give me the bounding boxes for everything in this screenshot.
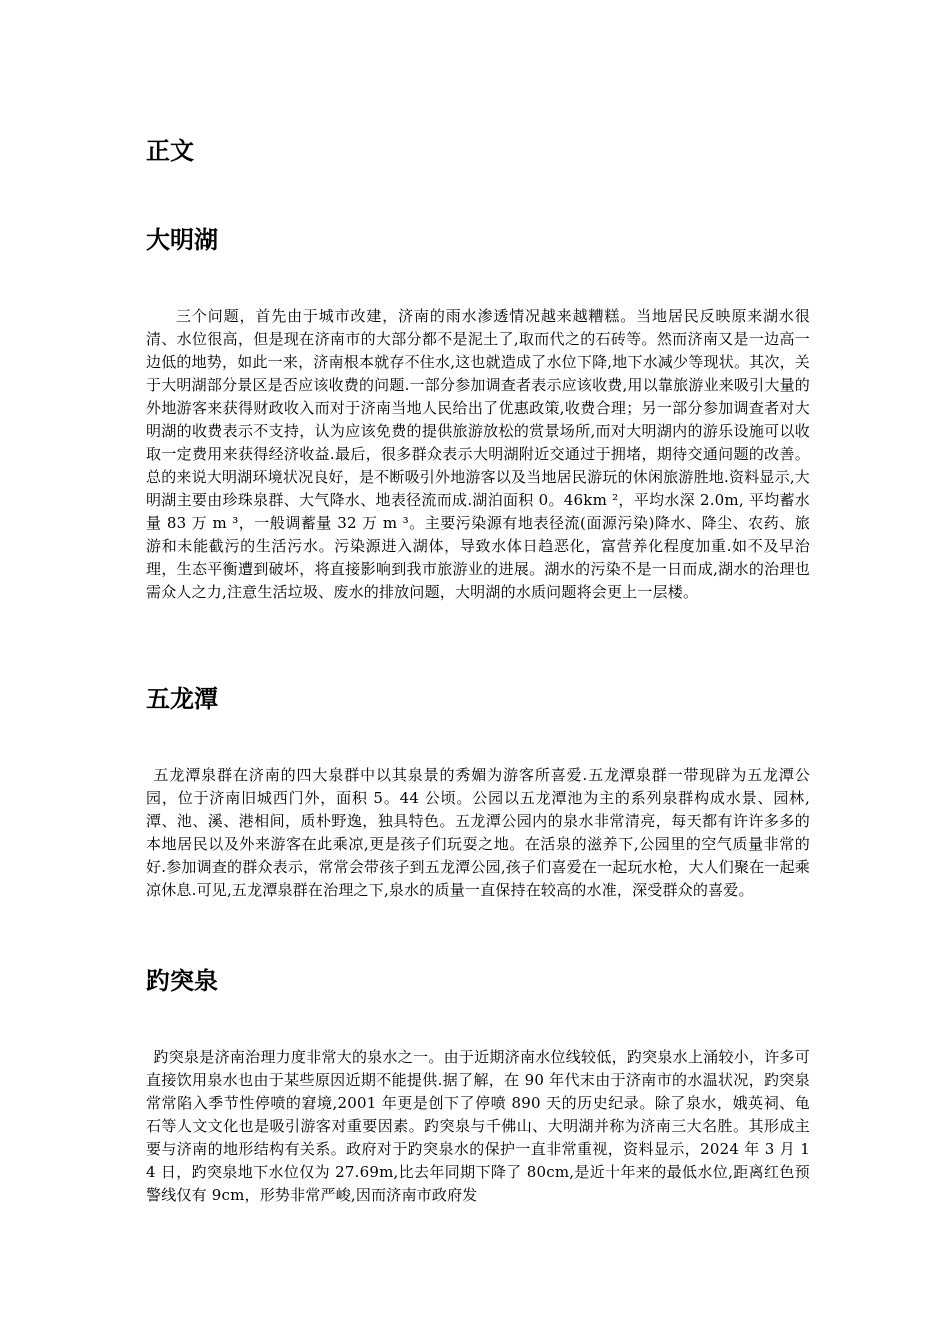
heading-wulongtan: 五龙潭 bbox=[146, 685, 218, 713]
section-title: 正文 bbox=[146, 137, 194, 165]
paragraph-baotuquan: 趵突泉是济南治理力度非常大的泉水之一。由于近期济南水位线较低，趵突泉水上涌较小，许多可直接饮用泉水也由于某些原因近期不能提供.据了解，在 90 年代末由于济南市的水温状况，趵突泉常常陷入季节性停喷的窘境,2001 年更是创下了停喷 890 天的历史纪录。除了泉水，娥英祠、龟石等人文文化也是吸引游客对重要因素。趵突泉与千佛山、大明湖并称为济南三大名胜。其形成主要与济南的地形结构有关系。政府对于趵突泉水的保护一直非常重视，资料显示，2024 年 3 月 14 日，趵突泉地下水位仅为 27.69m,比去年同期下降了 80cm,是近十年来的最低水位,距离红色预警线仅有 9cm，形势非常严峻,因而济南市政府发 bbox=[146, 1048, 810, 1204]
paragraph-daminghu: 三个问题，首先由于城市改建，济南的雨水渗透情况越来越糟糕。当地居民反映原来湖水很清、水位很高，但是现在济南市的大部分都不是泥土了,取而代之的石砖等。然而济南又是一边高一边低的地势，如此一来，济南根本就存不住水,这也就造成了水位下降,地下水减少等现状。其次，关于大明湖部分景区是否应该收费的问题.一部分参加调查者表示应该收费,用以靠旅游业来吸引大量的外地游客来获得财政收入而对于济南当地人民给出了优惠政策,收费合理；另一部分参加调查者对大明湖的收费表示不支持，认为应该免费的提供旅游放松的赏景场所,而对大明湖内的游乐设施可以收取一定费用来获得经济收益.最后，很多群众表示大明湖附近交通过于拥堵，期待交通问题的改善。总的来说大明湖环境状况良好，是不断吸引外地游客以及当地居民游玩的休闲旅游胜地.资料显示,大明湖主要由珍珠泉群、大气降水、地表径流而成.湖泊面积 0。46km ²，平均水深 2.0m, 平均蓄水量 83 万 m ³，一般调蓄量 32 万 m ³。主要污染源有地表径流(面源污染)降水、降尘、农药、旅游和未能截污的生活污水。污染源进入湖体，导致水体日趋恶化，富营养化程度加重.如不及早治理，生态平衡遭到破坏，将直接影响到我市旅游业的进展。湖水的污染不是一日而成,湖水的治理也需众人之力,注意生活垃圾、废水的排放问题，大明湖的水质问题将会更上一层楼。 bbox=[146, 307, 810, 601]
paragraph-wulongtan: 五龙潭泉群在济南的四大泉群中以其泉景的秀媚为游客所喜爱.五龙潭泉群一带现辟为五龙潭公园，位于济南旧城西门外，面积 5。44 公顷。公园以五龙潭池为主的系列泉群构成水景、园林,潭、池、溪、港相间，质朴野逸，独具特色。五龙潭公园内的泉水非常清亮，每天都有许许多多的本地居民以及外来游客在此乘凉,更是孩子们玩耍之地。在活泉的滋养下,公园里的空气质量非常的好.参加调查的群众表示，常常会带孩子到五龙潭公园,孩子们喜爱在一起玩水枪，大人们聚在一起乘凉休息.可见,五龙潭泉群在治理之下,泉水的质量一直保持在较高的水准，深受群众的喜爱。 bbox=[146, 766, 810, 899]
heading-daminghu: 大明湖 bbox=[146, 226, 218, 254]
heading-baotuquan: 趵突泉 bbox=[146, 967, 218, 995]
